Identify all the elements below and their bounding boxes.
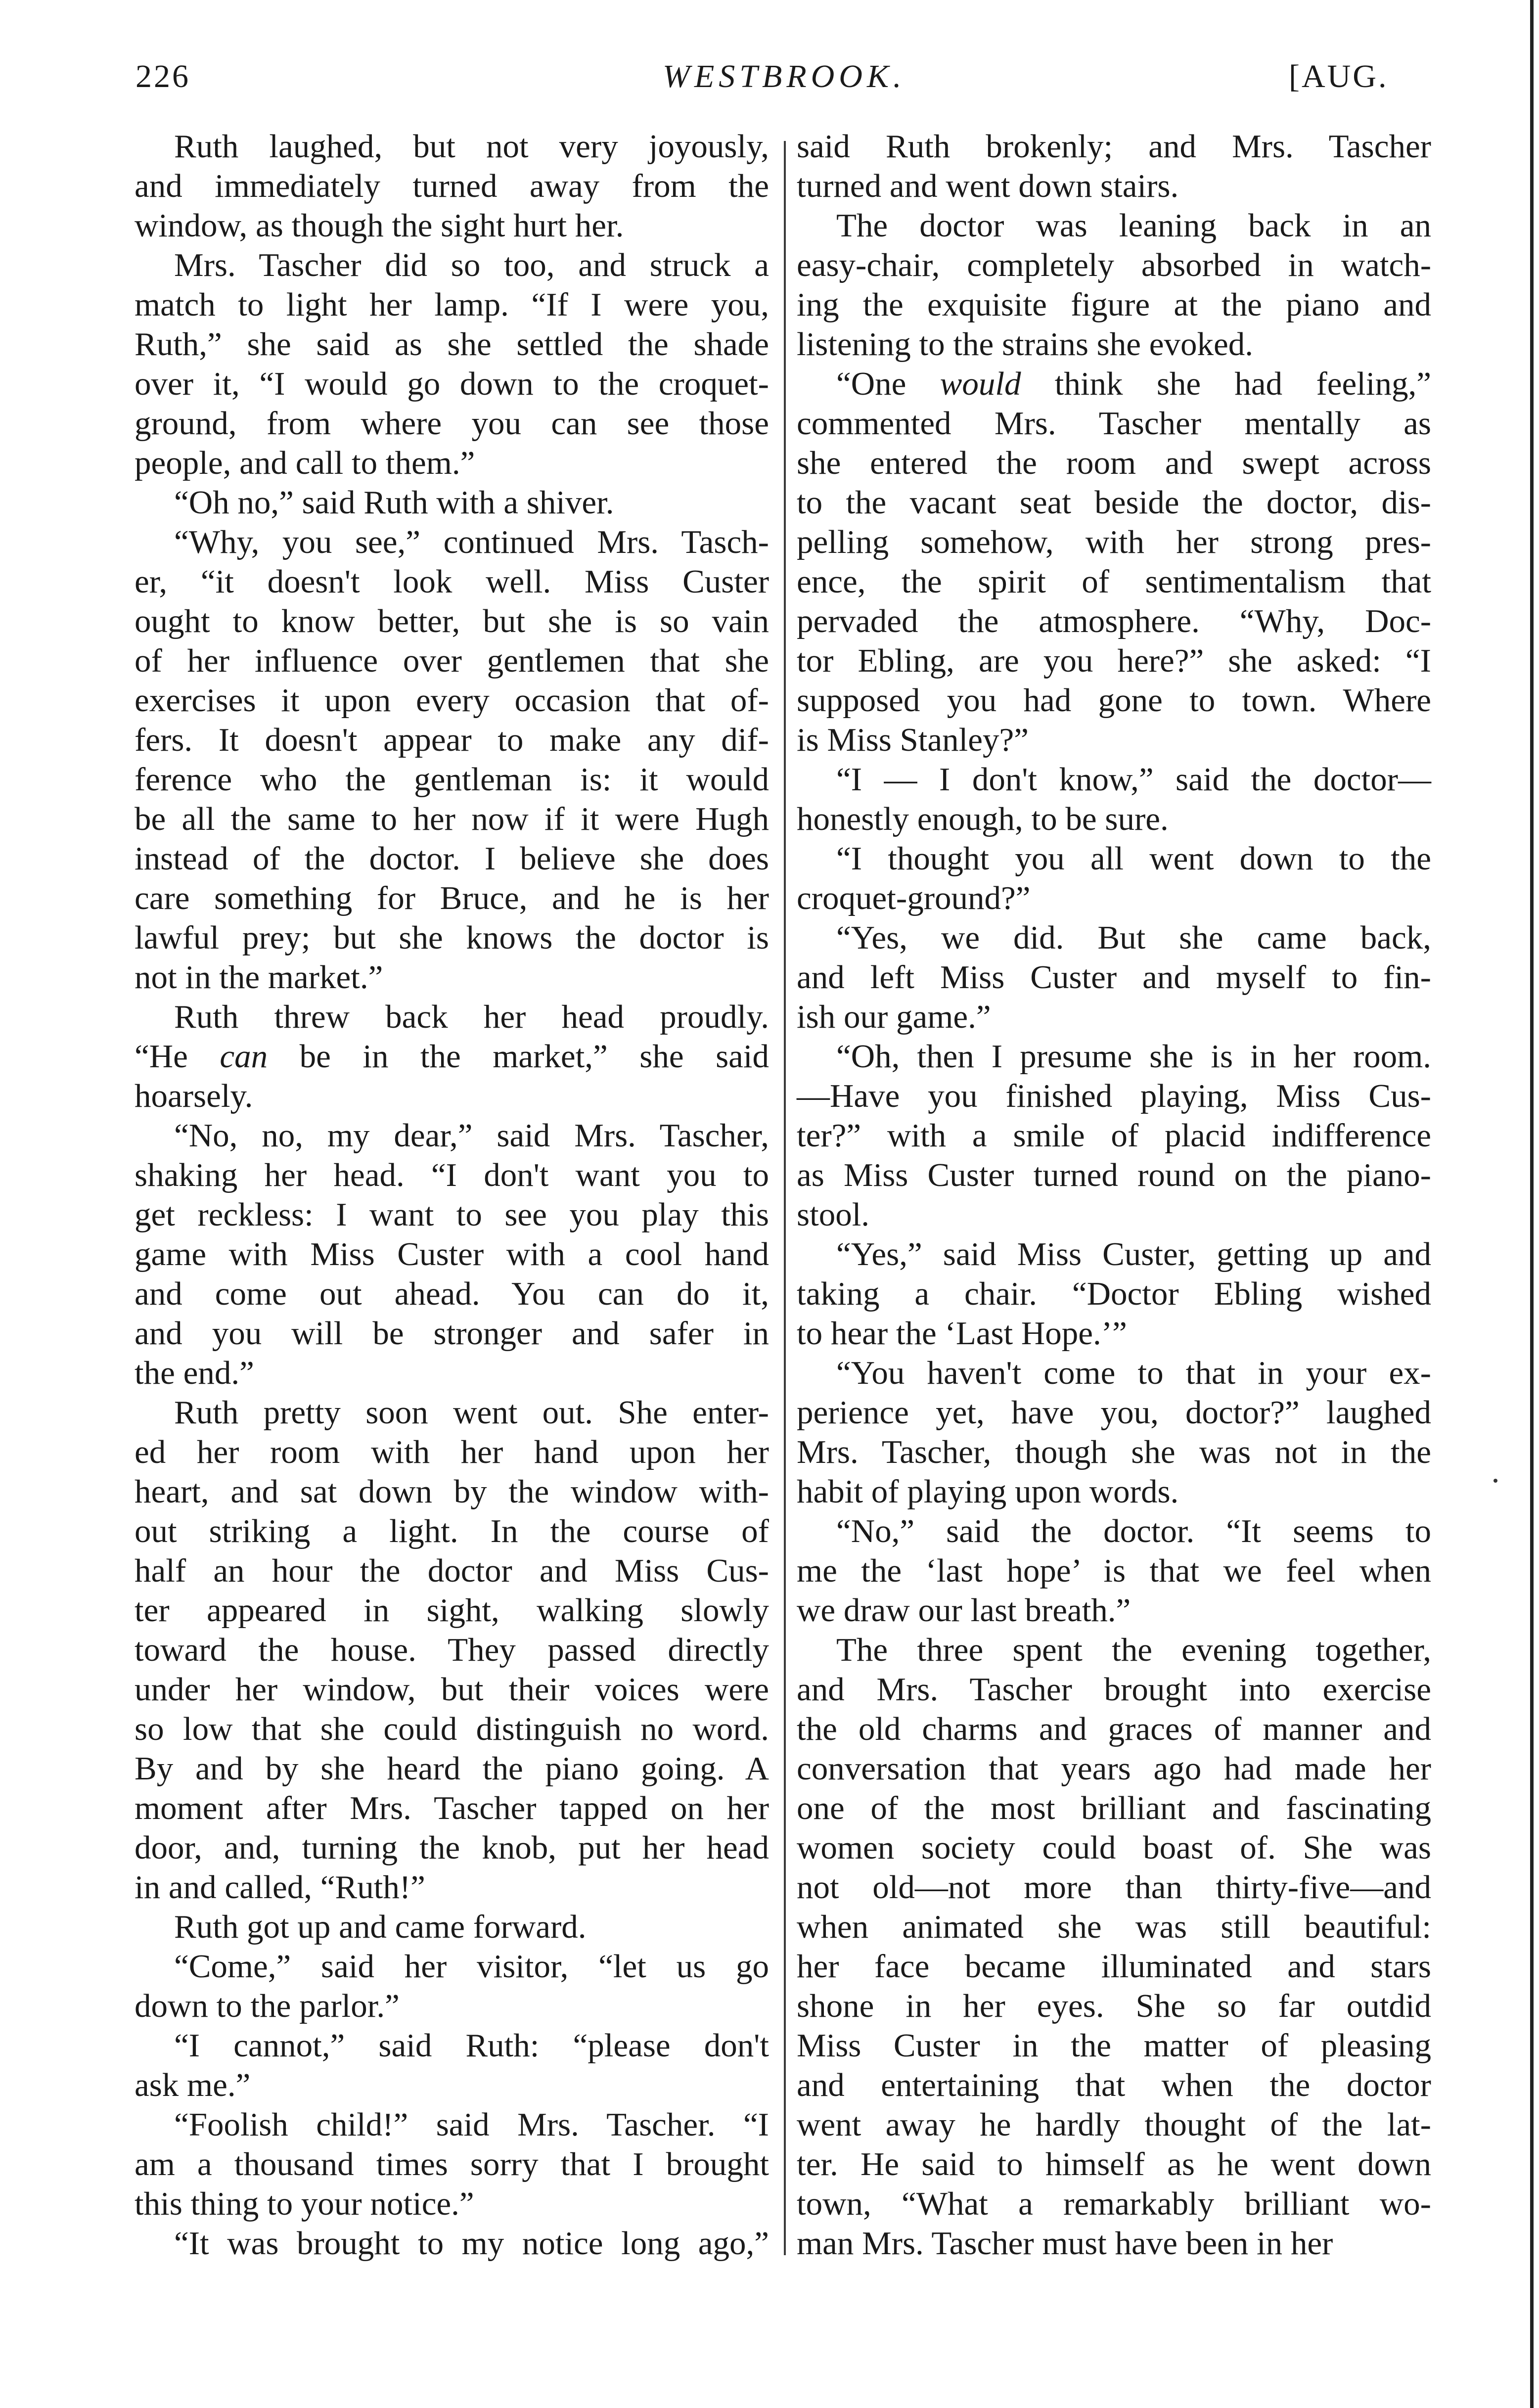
text-line: stool. [797,1196,870,1233]
text-line: “Come,” said her visitor, “let us go [174,1948,769,1985]
text-line: “No, no, my dear,” said Mrs. Tascher, [174,1117,769,1154]
text-line: one of the most brilliant and fascinating [797,1790,1431,1826]
text-line: “One would think she had feeling,” [836,365,1431,402]
text-line: pelling somehow, with her strong pres- [797,524,1431,560]
text-line: she entered the room and swept across [797,445,1431,481]
text-line: ter appeared in sight, walking slowly [135,1592,769,1629]
text-line: croquet-ground?” [797,880,1031,916]
text-line: women society could boast of. She was [797,1829,1431,1866]
text-line: under her window, but their voices were [135,1671,769,1708]
text-line: am a thousand times sorry that I brought [135,2146,769,2182]
text-line: is Miss Stanley?” [797,722,1029,758]
text-line: Ruth pretty soon went out. She enter- [174,1394,769,1431]
text-line: tor Ebling, are you here?” she asked: “I [797,642,1431,679]
text-line: to hear the ‘Last Hope.’” [797,1315,1127,1352]
text-line: hoarsely. [135,1078,253,1114]
text-line: window, as though the sight hurt her. [135,207,624,244]
text-line: fers. It doesn't appear to make any dif- [135,722,769,758]
text-line: Mrs. Tascher did so too, and struck a [174,247,769,283]
text-line: when animated she was still beautiful: [797,1908,1431,1945]
text-line: so low that she could distinguish no word. [135,1711,769,1747]
text-line: “I cannot,” said Ruth: “please don't [174,2027,769,2064]
ink-speck [1494,1479,1497,1483]
issue-month: [AUG. [1289,58,1389,94]
page-number: 226 [136,58,190,94]
text-line: the old charms and graces of manner and [797,1711,1431,1747]
text-line: taking a chair. “Doctor Ebling wished [797,1275,1431,1312]
text-line: perience yet, have you, doctor?” laughed [797,1394,1431,1431]
text-line: —Have you finished playing, Miss Cus- [797,1078,1431,1114]
text-line: as Miss Custer turned round on the piano- [797,1157,1431,1193]
text-line: me the ‘last hope’ is that we feel when [797,1552,1431,1589]
text-line: went away he hardly thought of the lat- [797,2106,1431,2143]
text-line: turned and went down stairs. [797,168,1179,204]
text-line: heart, and sat down by the window with- [135,1473,769,1510]
text-line: “Yes,” said Miss Custer, getting up and [836,1236,1431,1272]
left-column [135,127,769,2263]
text-line: ference who the gentleman is: it would [135,761,769,798]
text-line: “You haven't come to that in your ex- [836,1355,1431,1391]
text-line: this thing to your notice.” [135,2185,474,2222]
text-line: easy-chair, completely absorbed in watch- [797,247,1431,283]
text-line: shone in her eyes. She so far outdid [797,1988,1431,2024]
text-line: and come out ahead. You can do it, [135,1275,769,1312]
text-line: ed her room with her hand upon her [135,1434,769,1470]
text-line: the end.” [135,1355,254,1391]
text-line: “No,” said the doctor. “It seems to [836,1513,1431,1549]
text-line: honestly enough, to be sure. [797,801,1169,837]
text-line: in and called, “Ruth!” [135,1869,425,1906]
right-column [797,127,1431,2263]
text-line: conversation that years ago had made her [797,1750,1431,1787]
text-line: ground, from where you can see those [135,405,769,442]
text-line: pervaded the atmosphere. “Why, Doc- [797,603,1431,639]
text-line: people, and call to them.” [135,445,475,481]
text-line: of her influence over gentlemen that she [135,642,769,679]
text-line: Ruth laughed, but not very joyously, [174,128,769,165]
text-line: “I — I don't know,” said the doctor— [836,761,1431,798]
text-line: ask me.” [135,2067,251,2103]
text-line: By and by she heard the piano going. A [135,1750,769,1787]
text-line: and entertaining that when the doctor [797,2067,1431,2103]
text-line: care something for Bruce, and he is her [135,880,769,916]
text-line: “Oh no,” said Ruth with a shiver. [174,484,614,521]
text-line: “He can be in the market,” she said [135,1038,769,1075]
running-title: WESTBROOK. [663,58,906,94]
text-line: down to the parlor.” [135,1988,400,2024]
text-line: The three spent the evening together, [836,1632,1431,1668]
text-line: supposed you had gone to town. Where [797,682,1431,719]
text-line: Miss Custer in the matter of pleasing [797,2027,1431,2064]
text-line: ing the exquisite figure at the piano and [797,286,1431,323]
text-line: to the vacant seat beside the doctor, dis- [797,484,1431,521]
text-line: not old—not more than thirty-five—and [797,1869,1431,1906]
text-line: ence, the spirit of sentimentalism that [797,563,1431,600]
text-line: and Mrs. Tascher brought into exercise [797,1671,1431,1708]
text-line: er, “it doesn't look well. Miss Custer [135,563,769,600]
text-line: out striking a light. In the course of [135,1513,769,1549]
page-edge [1530,0,1534,2408]
text-line: and immediately turned away from the [135,168,769,204]
text-line: and you will be stronger and safer in [135,1315,769,1352]
text-line: listening to the strains she evoked. [797,326,1253,363]
text-line: over it, “I would go down to the croquet- [135,365,769,402]
text-line: not in the market.” [135,959,383,996]
text-line: exercises it upon every occasion that of- [135,682,769,719]
text-line: “Oh, then I presume she is in her room. [836,1038,1431,1075]
text-line: toward the house. They passed directly [135,1632,769,1668]
text-line: get reckless: I want to see you play this [135,1196,769,1233]
text-line: town, “What a remarkably brilliant wo- [797,2185,1431,2222]
text-line: be all the same to her now if it were Hugh [135,801,769,837]
text-line: ter. He said to himself as he went down [797,2146,1431,2182]
text-line: “Why, you see,” continued Mrs. Tasch- [174,524,769,560]
text-line: ter?” with a smile of placid indifference [797,1117,1431,1154]
text-line: Ruth threw back her head proudly. [174,999,769,1035]
text-line: man Mrs. Tascher must have been in her [797,2225,1333,2262]
text-line: lawful prey; but she knows the doctor is [135,919,769,956]
text-line: “It was brought to my notice long ago,” [174,2225,769,2262]
text-line: shaking her head. “I don't want you to [135,1157,769,1193]
text-line: and left Miss Custer and myself to fin- [797,959,1431,996]
text-line: commented Mrs. Tascher mentally as [797,405,1431,442]
text-line: habit of playing upon words. [797,1473,1179,1510]
running-header [0,49,1539,104]
text-line: “Yes, we did. But she came back, [836,919,1431,956]
column-divider [784,141,786,2255]
text-line: Ruth,” she said as she settled the shade [135,326,769,363]
text-line: Mrs. Tascher, though she was not in the [797,1434,1431,1470]
text-line: The doctor was leaning back in an [836,207,1431,244]
text-line: game with Miss Custer with a cool hand [135,1236,769,1272]
text-line: ish our game.” [797,999,991,1035]
text-line: half an hour the doctor and Miss Cus- [135,1552,769,1589]
text-line: her face became illuminated and stars [797,1948,1431,1985]
text-line: Ruth got up and came forward. [174,1908,587,1945]
text-line: instead of the doctor. I believe she does [135,840,769,877]
text-line: we draw our last breath.” [797,1592,1131,1629]
text-line: moment after Mrs. Tascher tapped on her [135,1790,769,1826]
text-line: ought to know better, but she is so vain [135,603,769,639]
text-line: said Ruth brokenly; and Mrs. Tascher [797,128,1431,165]
text-line: door, and, turning the knob, put her head [135,1829,769,1866]
text-line: “Foolish child!” said Mrs. Tascher. “I [174,2106,769,2143]
text-line: “I thought you all went down to the [836,840,1431,877]
text-line: match to light her lamp. “If I were you, [135,286,769,323]
